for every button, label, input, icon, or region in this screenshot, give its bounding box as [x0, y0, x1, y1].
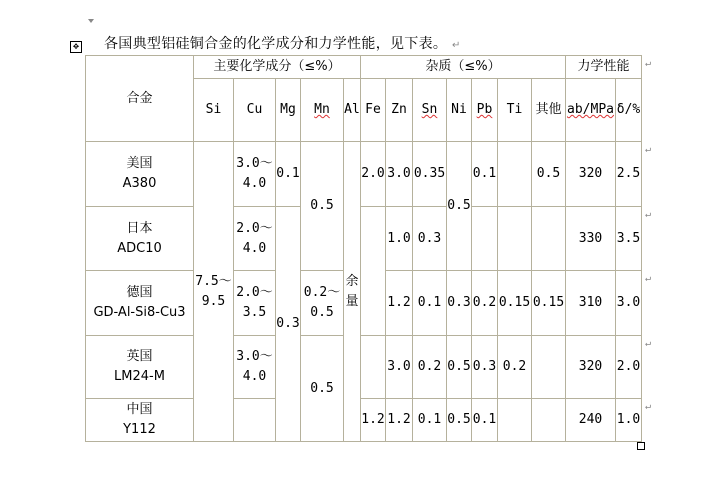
alloy-composition-table	[85, 55, 642, 442]
col-fe: Fe	[361, 79, 386, 142]
elongation-cell: 2.5	[616, 142, 642, 207]
cu-cell: 3.0～4.0	[234, 142, 276, 207]
cu-cell	[234, 399, 276, 442]
fe-cell: 1.2	[361, 399, 386, 442]
strength-cell: 330	[566, 207, 616, 271]
elongation-cell: 3.5	[616, 207, 642, 271]
col-zn: Zn	[386, 79, 413, 142]
col-mn: Mn	[301, 79, 344, 142]
strength-cell: 320	[566, 336, 616, 399]
pb-cell: 0.3	[472, 336, 498, 399]
strength-cell: 310	[566, 271, 616, 336]
mn-cell: 0.5	[301, 336, 344, 442]
mn-cell: 0.5	[301, 142, 344, 271]
ni-cell: 0.3	[447, 271, 472, 336]
elongation-cell: 3.0	[616, 271, 642, 336]
other-cell	[532, 336, 566, 399]
alloy-name-cell: 美国 A380	[86, 142, 194, 207]
row-end-mark-icon: ↵	[645, 58, 652, 69]
pb-cell: 0.1	[472, 142, 498, 207]
al-cell: 余量	[344, 142, 361, 442]
other-cell	[532, 207, 566, 271]
ni-cell: 0.5	[447, 399, 472, 442]
ti-cell	[498, 142, 532, 207]
zn-cell: 3.0	[386, 142, 413, 207]
table-row	[86, 207, 642, 271]
fe-cell	[361, 336, 386, 399]
alloy-name-cell: 日本 ADC10	[86, 207, 194, 271]
row-end-mark-icon: ↵	[645, 401, 652, 412]
strength-cell: 320	[566, 142, 616, 207]
si-cell: 7.5～9.5	[194, 142, 234, 442]
other-cell	[532, 399, 566, 442]
row-end-mark-icon: ↵	[645, 273, 652, 284]
col-mg: Mg	[276, 79, 301, 142]
col-elongation: δ/%	[616, 79, 642, 142]
ni-cell: 0.5	[447, 142, 472, 271]
zn-cell: 3.0	[386, 336, 413, 399]
mg-cell: 0.3	[276, 207, 301, 442]
ti-cell	[498, 399, 532, 442]
ti-cell	[498, 207, 532, 271]
alloy-name-cell: 德国 GD-Al-Si8-Cu3	[86, 271, 194, 336]
row-end-mark-icon: ↵	[645, 338, 652, 349]
mn-cell: 0.2～0.5	[301, 271, 344, 336]
other-cell: 0.5	[532, 142, 566, 207]
sn-cell: 0.3	[413, 207, 447, 271]
cu-cell: 2.0～3.5	[234, 271, 276, 336]
col-pb: Pb	[472, 79, 498, 142]
zn-cell: 1.2	[386, 271, 413, 336]
ti-cell: 0.15	[498, 271, 532, 336]
caret-marker-icon	[88, 19, 94, 23]
pb-cell: 0.2	[472, 271, 498, 336]
row-end-mark-icon: ↵	[645, 209, 652, 220]
zn-cell: 1.0	[386, 207, 413, 271]
header-main-composition: 主要化学成分（≤%）	[194, 56, 361, 79]
table-move-handle-icon[interactable]: ✥	[70, 41, 82, 53]
table-row	[86, 399, 642, 442]
col-sn: Sn	[413, 79, 447, 142]
cu-cell: 2.0～4.0	[234, 207, 276, 271]
alloy-name-cell: 中国 Y112	[86, 399, 194, 442]
table-row	[86, 142, 642, 207]
sn-cell: 0.2	[413, 336, 447, 399]
col-strength: ab/MPa	[566, 79, 616, 142]
other-cell: 0.15	[532, 271, 566, 336]
sn-cell: 0.35	[413, 142, 447, 207]
col-ti: Ti	[498, 79, 532, 142]
pb-cell	[472, 207, 498, 271]
table-resize-handle-icon[interactable]	[637, 442, 645, 450]
mg-cell: 0.1	[276, 142, 301, 207]
col-si: Si	[194, 79, 234, 142]
sn-cell: 0.1	[413, 399, 447, 442]
col-cu: Cu	[234, 79, 276, 142]
alloy-name-cell: 英国 LM24-M	[86, 336, 194, 399]
sn-cell: 0.1	[413, 271, 447, 336]
elongation-cell: 1.0	[616, 399, 642, 442]
col-al: Al	[344, 79, 361, 142]
cu-cell: 3.0～4.0	[234, 336, 276, 399]
table-row	[86, 336, 642, 399]
fe-cell: 2.0	[361, 142, 386, 207]
header-mechanical: 力学性能	[566, 56, 642, 79]
zn-cell: 1.2	[386, 399, 413, 442]
strength-cell: 240	[566, 399, 616, 442]
ni-cell: 0.5	[447, 336, 472, 399]
pb-cell: 0.1	[472, 399, 498, 442]
header-impurities: 杂质（≤%）	[361, 56, 566, 79]
row-end-mark-icon: ↵	[645, 144, 652, 155]
fe-cell	[361, 207, 386, 336]
col-ni: Ni	[447, 79, 472, 142]
header-alloy: 合金	[86, 56, 194, 142]
intro-paragraph: 各国典型铝硅铜合金的化学成分和力学性能，见下表。 ↵	[104, 36, 461, 52]
col-other: 其他	[532, 79, 566, 142]
ti-cell: 0.2	[498, 336, 532, 399]
elongation-cell: 2.0	[616, 336, 642, 399]
